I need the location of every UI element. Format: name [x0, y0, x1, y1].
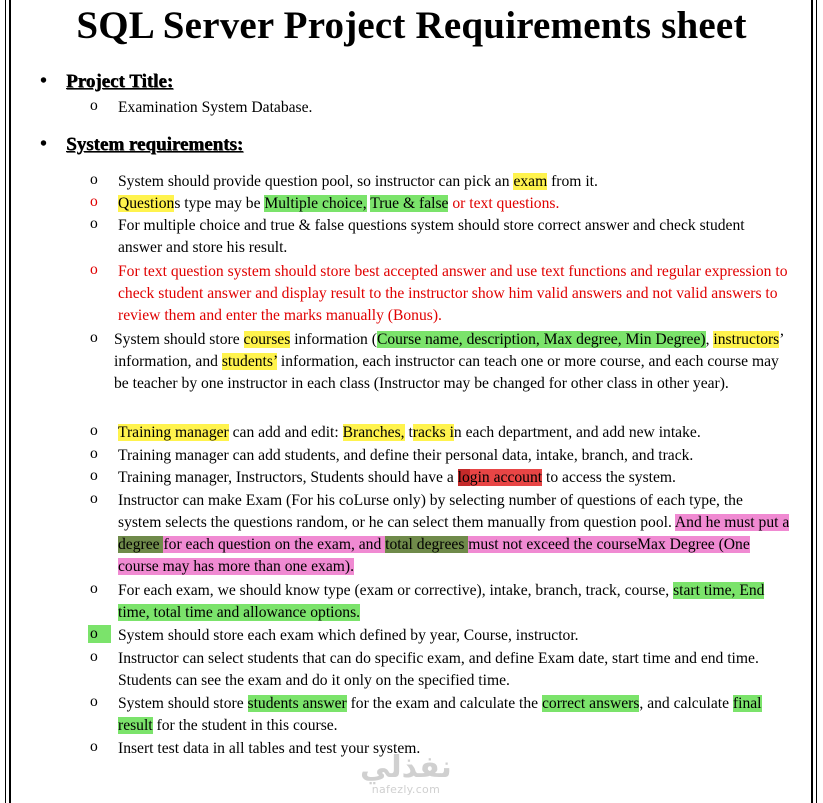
requirement-text: For text question system should store best accepted answer and use text functions and regular expression to check student answer and display result to the instructor show him valid answers and not valid answers to review them and enter the marks manually (Bonus).	[118, 263, 788, 324]
list-bullet: o	[90, 193, 98, 210]
watermark-logo-text: نفذلي	[360, 750, 452, 785]
list-bullet: o	[90, 580, 98, 597]
requirement-text: Instructor can make Exam (For his coLurse only) by selecting number of questions of each type, the system selects the questions random, or he can select them manually from question pool. And he must put a degree for each question on the exam, and total degrees must not exceed the courseMax Degree (One course may has more than one exam).	[118, 492, 790, 575]
watermark-url: nafezly.com	[371, 783, 441, 796]
list-bullet: o	[90, 215, 98, 232]
requirement-text: For each exam, we should know type (exam or corrective), intake, branch, track, course, start time, End time, total time and allowance options.	[118, 582, 765, 621]
page-title: SQL Server Project Requirements sheet	[76, 4, 747, 47]
section-project-title	[40, 70, 173, 93]
section-bullet: •	[40, 133, 48, 155]
list-bullet: o	[90, 738, 98, 755]
list-bullet: o	[90, 490, 98, 507]
watermark	[360, 752, 452, 796]
requirement-text: System should store each exam which defined by year, Course, instructor.	[118, 627, 579, 644]
section-system-requirements	[40, 133, 243, 156]
list-bullet: o	[90, 467, 98, 484]
list-bullet: o	[90, 693, 98, 710]
requirement-text: System should store courses information (Course name, description, Max degree, Min Degree), instructors’ information, and students’ information, each instructor can teach one or more course, and each course may be teacher by one instructor in each class (Instructor may be changed for other class in other year).	[114, 331, 784, 392]
requirement-text: Questions type may be Multiple choice, True & false or text questions.	[118, 195, 560, 212]
section-heading: Project Title:	[66, 71, 174, 92]
list-bullet: o	[90, 648, 98, 665]
list-bullet: o	[90, 329, 98, 346]
page-border-left	[5, 0, 11, 803]
page-border-right	[811, 0, 817, 803]
requirement-text: Training manager can add and edit: Branches, tracks in each department, and add new intake.	[118, 424, 701, 441]
list-bullet: o	[88, 625, 111, 643]
section-heading: System requirements:	[66, 134, 244, 155]
requirement-text: Insert test data in all tables and test your system.	[118, 740, 421, 757]
requirement-text: Training manager can add students, and define their personal data, intake, branch, and track.	[118, 447, 694, 464]
requirement-text: System should provide question pool, so instructor can pick an exam from it.	[118, 173, 598, 190]
list-bullet: o	[90, 171, 98, 188]
requirement-text: Training manager, Instructors, Students should have a login account to access the system.	[118, 469, 676, 486]
requirement-text: System should store students answer for the exam and calculate the correct answers, and calculate final result for the student in this course.	[118, 695, 762, 734]
list-bullet: o	[90, 445, 98, 462]
list-bullet: o	[90, 422, 98, 439]
list-bullet: o	[90, 97, 98, 114]
list-bullet: o	[90, 261, 98, 278]
project-title-value: Examination System Database.	[118, 99, 313, 116]
requirement-text: For multiple choice and true & false questions system should store correct answer and check student answer and store his result.	[118, 217, 745, 256]
section-bullet: •	[40, 70, 48, 92]
requirement-text: Instructor can select students that can do specific exam, and define Exam date, start time and end time. Students can see the exam and do it only on the specified time.	[118, 650, 759, 689]
